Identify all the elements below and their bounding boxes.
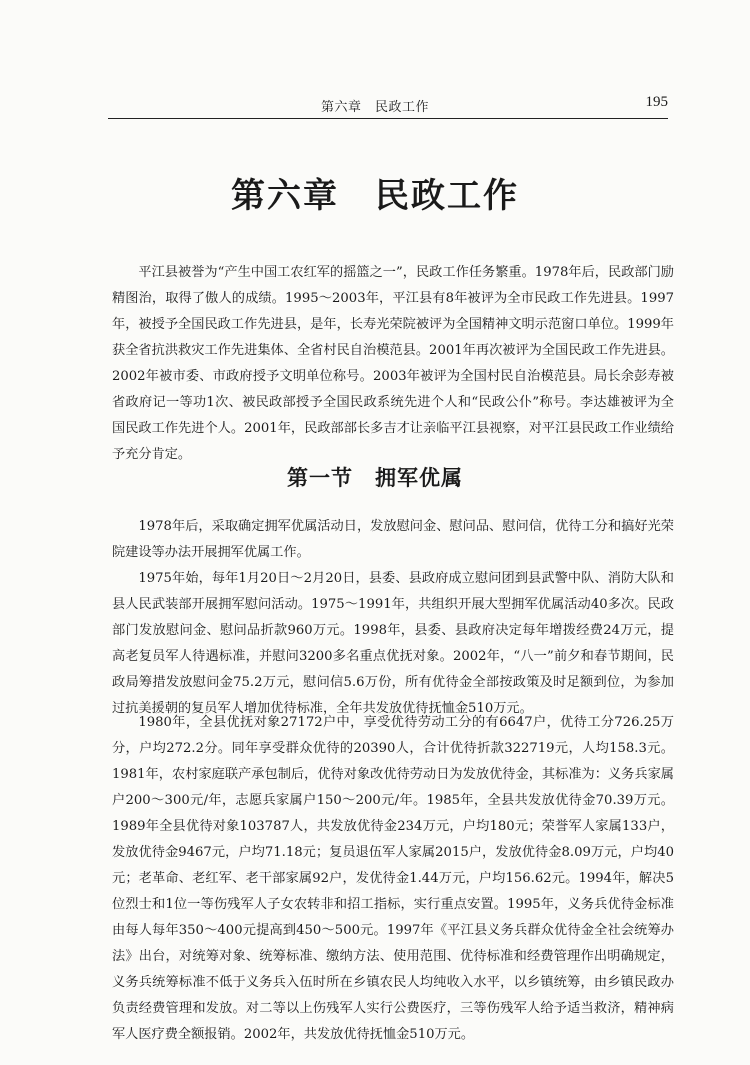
page-number: 195 — [645, 94, 668, 110]
body-paragraph: 1978年后，采取确定拥军优属活动日，发放慰问金、慰问品、慰问信，优待工分和搞好光荣院建设等办法开展拥军优属工作。 — [112, 519, 674, 560]
header-chapter-label: 第六章 民政工作 — [320, 100, 429, 115]
body-paragraph: 1980年，全县优抚对象27172户中，享受优待劳动工分的有6647户，优待工分726.25万分，户均272.2分。同年享受群众优待的20390人，合计优待折款322719元，人均158.3元。1981年，农村家庭联产承包制后，优待对象改优待劳动日为发放优待金，其标准为：义务兵家属户200～300元/年，志愿兵家属户150～200元/年。1985年，全县共发放优待金70.39万元。1989年全县优待对象103787人，共发放优待金234万元，户均180元；荣誉军人家属133户，发放优待金9467元，户均71.18元；复员退伍军人家属2015户，发放优待金8.09万元，户均40元；老革命、老红军、老干部家属92户，发优待金1.44万元，户均156.62元。1994年，解决5位烈士和1位一等伤残军人子女农转非和招工指标，实行重点安置。1995年，义务兵优待金标准由每人每年350～400元提高到450～500元。1997年《平江县义务兵群众优待金全社会统筹办法》出台，对统筹对象、统筹标准、缴纳方法、使用范围、优待标准和经费管理作出明确规定，义务兵统筹标准不低于义务兵入伍时所在乡镇农民人均纯收入水平，以乡镇统筹，由乡镇民政办负责经费管理和发放。对二等以上伤残军人实行公费医疗，三等伤残军人给予适当救济，精神病军人医疗费全额报销。2002年，共发放优待抚恤金510万元。 — [112, 715, 674, 1042]
chapter-title: 第六章 民政工作 — [231, 176, 519, 216]
body-paragraph: 1975年始，每年1月20日～2月20日，县委、县政府成立慰问团到县武警中队、消防大队和县人民武装部开展拥军慰问活动。1975～1991年，共组织开展大型拥军优属活动40多次。民政部门发放慰问金、慰问品折款960万元。1998年，县委、县政府决定每年增拨经费24万元，提高老复员军人待遇标准，并慰问3200多名重点优抚对象。2002年，“八一”前夕和春节期间，民政局筹措发放慰问金75.2万元，慰问信5.6万份，所有优待金全部按政策及时足额到位，为参加过抗美援朝的复员军人增加优待标准，全年共发放优待抚恤金510万元。 — [112, 571, 674, 716]
running-header — [0, 94, 750, 116]
section-title: 第一节 拥军优属 — [287, 466, 463, 490]
header-divider — [108, 118, 668, 119]
intro-paragraph: 平江县被誉为“产生中国工农红军的摇篮之一”，民政工作任务繁重。1978年后，民政部门励精图治，取得了傲人的成绩。1995～2003年，平江县有8年被评为全市民政工作先进县。1997年，被授予全国民政工作先进县，是年，长寿光荣院被评为全国精神文明示范窗口单位。1999年获全省抗洪救灾工作先进集体、全省村民自治模范县。2001年再次被评为全国民政工作先进县。2002年被市委、市政府授予文明单位称号。2003年被评为全国村民自治模范县。局长余彭寿被省政府记一等功1次、被民政部授予全国民政系统先进个人和“民政公仆”称号。李达雄被评为全国民政工作先进个人。2001年，民政部部长多吉才让亲临平江县视察，对平江县民政工作业绩给予充分肯定。 — [112, 265, 674, 462]
